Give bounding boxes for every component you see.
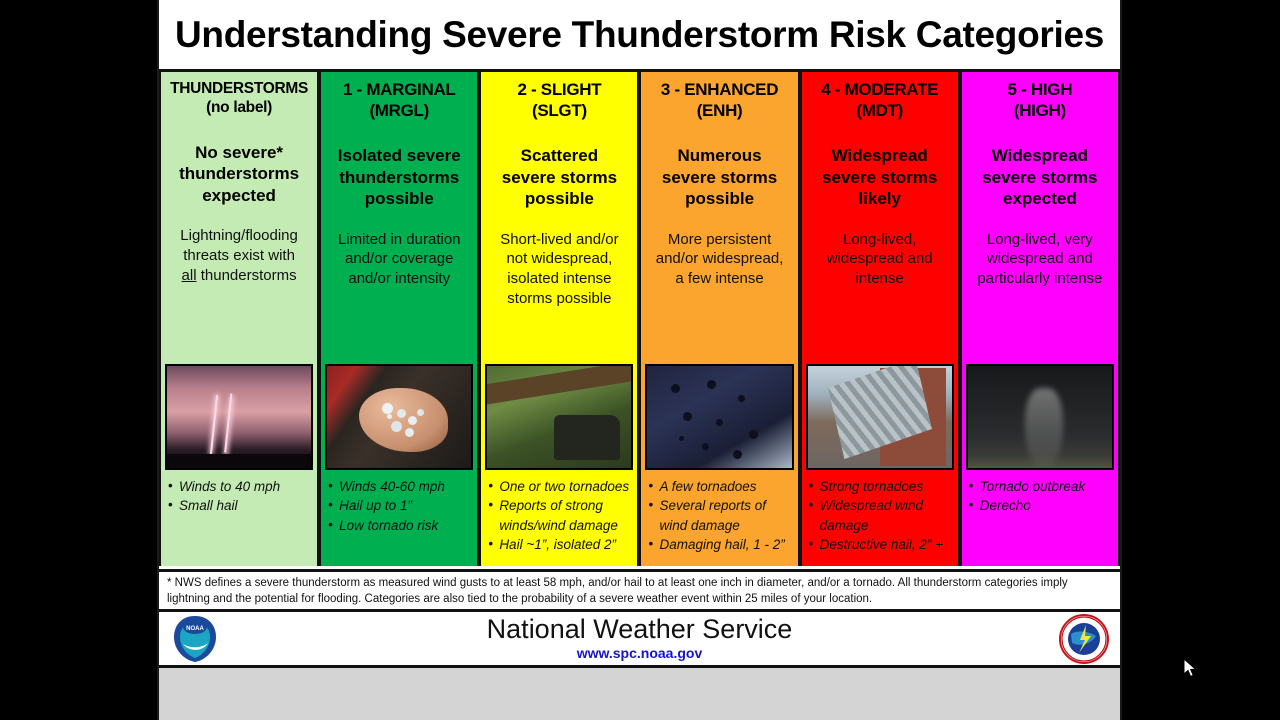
collapsed-building-roof-photo: [806, 364, 954, 470]
column-detail: Lightning/flooding threats exist with all thunderstorms: [180, 227, 298, 284]
footer-center: [221, 616, 1058, 661]
risk-category-infographic: [157, 0, 1122, 668]
hail-dented-car-hood-photo: [645, 364, 793, 470]
list-item: • Hail ~1”, isolated 2”: [488, 535, 632, 554]
list-item: • Several reports of wind damage: [648, 496, 792, 535]
column-header-abbrev: (MRGL): [369, 100, 430, 120]
lightning-storm-photo: [165, 364, 313, 470]
list-item: • Damaging hail, 1 - 2”: [648, 535, 792, 554]
column-summary: Widespread severe storms expected: [982, 146, 1098, 209]
column-summary: Numerous severe storms possible: [661, 146, 778, 209]
column-header: 4 - MODERATE (MDT): [821, 80, 939, 120]
impacts-row: [159, 473, 1120, 566]
impacts-cell-0: [159, 473, 319, 566]
agency-name: National Weather Service: [486, 614, 793, 645]
list-item: • Strong tornadoes: [809, 477, 953, 496]
photo-cell-5: [960, 361, 1120, 473]
impacts-cell-5: [960, 473, 1120, 566]
column-summary: Isolated severe thunderstorms possible: [337, 146, 461, 209]
hail-in-hand-photo: [325, 364, 473, 470]
list-item: • Destructive hail, 2” +: [809, 535, 953, 554]
risk-column-3: [639, 72, 799, 361]
tree-fallen-on-car-photo: [485, 364, 633, 470]
list-item: • Reports of strong winds/wind damage: [488, 496, 632, 535]
list-item: • Widespread wind damage: [809, 496, 953, 535]
column-detail: More persistent and/or widespread, a few intense: [655, 230, 784, 288]
column-header: 1 - MARGINAL (MRGL): [342, 80, 456, 120]
column-header-abbrev: (MDT): [856, 100, 904, 120]
column-header: 2 - SLIGHT (SLGT): [517, 80, 602, 120]
column-header: 5 - HIGH (HIGH): [1007, 80, 1073, 120]
list-item: • Low tornado risk: [328, 516, 472, 535]
column-header-abbrev: (no label): [206, 98, 273, 116]
column-header-abbrev: (HIGH): [1013, 100, 1066, 120]
column-detail: Short-lived and/or not widespread, isolated intense storms possible: [500, 230, 619, 308]
svg-text:NOAA: NOAA: [186, 625, 204, 632]
column-summary: Widespread severe storms likely: [822, 146, 938, 209]
impact-list: [969, 477, 1113, 516]
photo-row: [159, 361, 1120, 473]
footer-bar: [159, 612, 1120, 668]
photo-cell-0: [159, 361, 319, 473]
column-header: THUNDERSTORMS (no label): [170, 80, 309, 116]
mouse-cursor: [1183, 658, 1197, 678]
list-item: • Small hail: [168, 496, 312, 515]
photo-cell-2: [479, 361, 639, 473]
impacts-cell-1: [319, 473, 479, 566]
list-item: • Winds 40-60 mph: [328, 477, 472, 496]
impact-list: [328, 477, 472, 535]
photo-cell-3: [639, 361, 799, 473]
column-summary: Scattered severe storms possible: [501, 146, 618, 209]
tornado-photo: [966, 364, 1114, 470]
risk-column-1: [319, 72, 479, 361]
impact-list: [168, 477, 312, 516]
national-weather-service-seal: [1058, 614, 1110, 664]
column-summary: No severe* thunderstorms expected: [179, 142, 300, 205]
impacts-cell-2: [479, 473, 639, 566]
photo-cell-4: [800, 361, 960, 473]
impact-list: [809, 477, 953, 555]
list-item: • Tornado outbreak: [969, 477, 1113, 496]
footnote-text: * NWS defines a severe thunderstorm as measured wind gusts to at least 58 mph, and/or hail to at least one inch in diameter, and/or a tornado. All thunderstorm categories imply lightning and the potential for flooding. Categories are also tied to the probability of a severe weather event within 25 miles of your location.: [159, 569, 1120, 612]
impact-list: [488, 477, 632, 555]
list-item: • One or two tornadoes: [488, 477, 632, 496]
list-item: • Winds to 40 mph: [168, 477, 312, 496]
impact-list: [648, 477, 792, 555]
column-detail-emphasis: all: [181, 266, 197, 284]
column-detail: Long-lived, widespread and intense: [826, 230, 933, 288]
title-bar: [159, 0, 1120, 72]
impacts-cell-4: [800, 473, 960, 566]
list-item: • Hail up to 1”: [328, 496, 472, 515]
description-row: [159, 72, 1120, 361]
risk-column-2: [479, 72, 639, 361]
column-header-abbrev: (SLGT): [531, 100, 587, 120]
risk-column-5: [960, 72, 1120, 361]
spc-website-link[interactable]: www.spc.noaa.gov: [576, 644, 703, 661]
noaa-logo: [169, 614, 221, 664]
column-detail: Limited in duration and/or coverage and/or intensity: [337, 230, 461, 288]
list-item: • A few tornadoes: [648, 477, 792, 496]
page-title: Understanding Severe Thunderstorm Risk Categories: [174, 13, 1105, 55]
risk-column-4: [800, 72, 960, 361]
column-header-abbrev: (ENH): [696, 100, 743, 120]
impacts-cell-3: [639, 473, 799, 566]
column-header: 3 - ENHANCED (ENH): [660, 80, 779, 120]
column-detail: Long-lived, very widespread and particularly intense: [977, 230, 1103, 288]
list-item: • Derecho: [969, 496, 1113, 515]
bottom-blank-strip: [157, 668, 1122, 720]
risk-column-0: [159, 72, 319, 361]
photo-cell-1: [319, 361, 479, 473]
risk-category-table: [159, 72, 1120, 569]
